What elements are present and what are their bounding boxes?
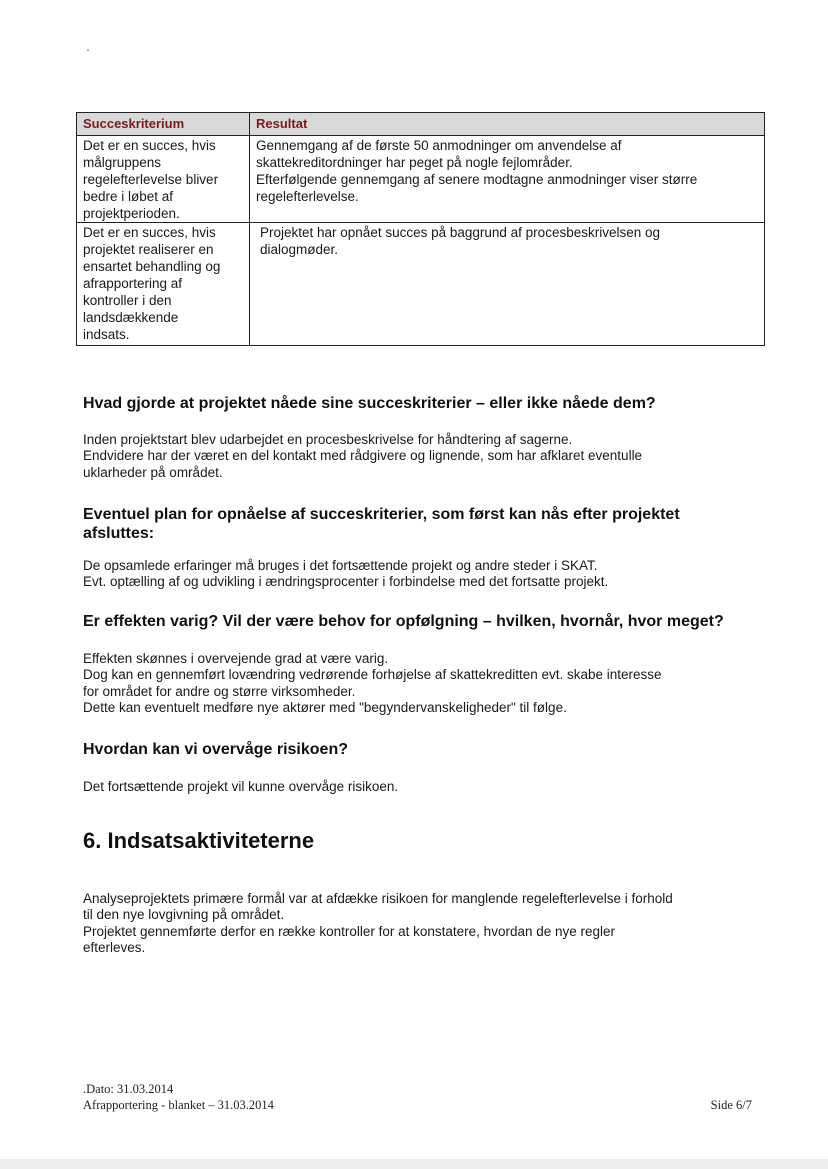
section-heading xyxy=(83,394,763,413)
cell-line: projektperioden. xyxy=(83,206,180,221)
cell-line: afrapportering af xyxy=(83,276,183,291)
heading-line: Hvordan kan vi overvåge risikoen? xyxy=(83,741,348,758)
table-row xyxy=(77,136,765,223)
section-heading xyxy=(83,612,763,631)
criterion-cell xyxy=(77,136,250,223)
cell-line: Projektet har opnået succes på baggrund af procesbeskrivelsen og xyxy=(260,225,660,240)
cell-line: projektet realiserer en xyxy=(83,242,214,257)
text-line: for området for andre og større virksomheder. xyxy=(83,683,356,699)
text-line: Endvidere har der været en del kontakt med rådgivere og lignende, som har afklaret eventulle xyxy=(83,448,643,464)
text-line: Evt. optælling af og udvikling i ændringsprocenter i forbindelse med det fortsatte projekt. xyxy=(83,574,609,590)
cell-line: ensartet behandling og xyxy=(83,259,221,274)
text-line: Projektet gennemførte derfor en række kontroller for at konstatere, hvordan de nye regler xyxy=(83,923,616,939)
text-line: De opsamlede erfaringer må bruges i det fortsættende projekt og andre steder i SKAT. xyxy=(83,558,598,573)
cell-line: landsdækkende xyxy=(83,310,179,325)
cell-line: dialogmøder. xyxy=(260,242,339,257)
footer-date: .Dato: 31.03.2014 xyxy=(83,1082,174,1096)
cell-line: målgruppens xyxy=(83,155,162,170)
text-line: efterleves. xyxy=(83,940,146,956)
criterion-cell xyxy=(77,223,250,346)
table-row xyxy=(77,223,765,346)
cell-line: indsats. xyxy=(83,327,130,342)
chapter-title: 6. Indsatsaktiviteterne xyxy=(83,828,315,853)
header-result: Resultat xyxy=(250,113,765,136)
cell-line: Det er en succes, hvis xyxy=(83,225,216,240)
result-cell xyxy=(250,223,765,346)
cell-line: skattekreditordninger har peget på nogle fejlområder. xyxy=(256,155,573,170)
heading-line: Hvad gjorde at projektet nåede sine succeskriterier – eller ikke nåede dem? xyxy=(83,395,656,412)
table-header-row xyxy=(77,113,765,136)
section-heading xyxy=(83,740,763,759)
cell-line: Det er en succes, hvis xyxy=(83,138,216,153)
page-number: Side 6/7 xyxy=(710,1098,752,1112)
cell-line: kontroller i den xyxy=(83,293,172,308)
text-line: Dette kan eventuelt medføre nye aktører med "begyndervanskeligheder" til følge. xyxy=(83,700,567,716)
success-criteria-table xyxy=(76,112,765,346)
footer xyxy=(83,1082,274,1113)
cell-line: Efterfølgende gennemgang af senere modtagne anmodninger viser større xyxy=(256,172,698,187)
section-body xyxy=(83,558,755,591)
section-body xyxy=(83,779,755,795)
section-body xyxy=(83,432,755,481)
scan-speck xyxy=(87,49,89,51)
cell-line: bedre i løbet af xyxy=(83,189,174,204)
scan-edge xyxy=(0,1159,828,1169)
heading-line: afsluttes: xyxy=(83,525,155,542)
chapter-body xyxy=(83,891,755,957)
footer-form: Afrapportering - blanket – 31.03.2014 xyxy=(83,1097,274,1112)
heading-line: Eventuel plan for opnåelse af succeskriterier, som først kan nås efter projektet xyxy=(83,506,680,523)
cell-line: Gennemgang af de første 50 anmodninger om anvendelse af xyxy=(256,138,622,153)
text-line: uklarheder på området. xyxy=(83,464,223,480)
heading-line: Er effekten varig? Vil der være behov for opfølgning – hvilken, hvornår, hvor meget? xyxy=(83,613,724,630)
text-line: Inden projektstart blev udarbejdet en procesbeskrivelse for håndtering af sagerne. xyxy=(83,432,573,447)
section-body xyxy=(83,651,755,717)
text-line: Dog kan en gennemført lovændring vedrørende forhøjelse af skattekreditten evt. skabe interesse xyxy=(83,667,662,683)
result-cell xyxy=(250,136,765,223)
text-line: Effekten skønnes i overvejende grad at være varig. xyxy=(83,651,389,666)
cell-line: regelefterlevelse. xyxy=(256,189,359,204)
text-line: Det fortsættende projekt vil kunne overvåge risikoen. xyxy=(83,779,399,794)
text-line: Analyseprojektets primære formål var at afdække risikoen for manglende regelefterlevelse i forhold xyxy=(83,891,673,906)
text-line: til den nye lovgivning på området. xyxy=(83,907,285,923)
header-criterion: Succeskriterium xyxy=(77,113,250,136)
cell-line: regelefterlevelse bliver xyxy=(83,172,219,187)
section-heading xyxy=(83,505,763,543)
